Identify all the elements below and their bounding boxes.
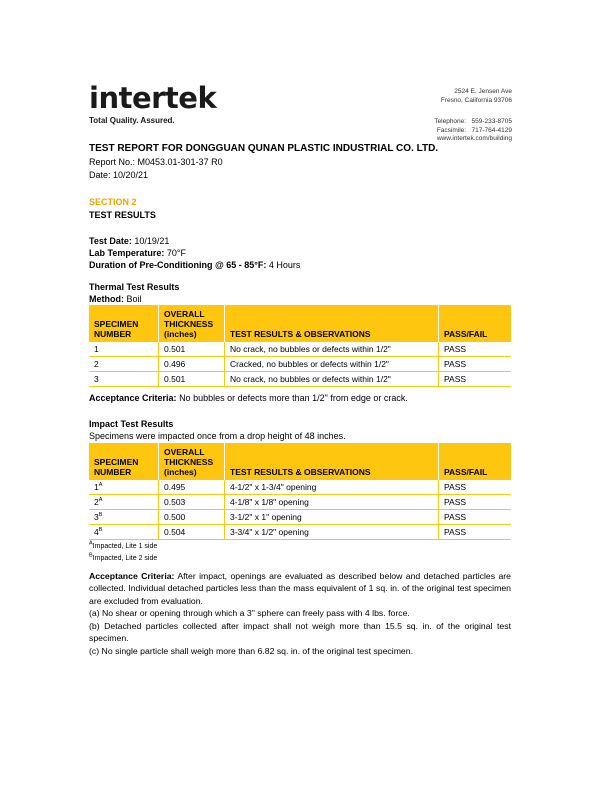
col-pass-fail: PASS/FAIL bbox=[439, 443, 512, 480]
test-date-label: Test Date: bbox=[89, 236, 132, 246]
facsimile-row bbox=[434, 127, 512, 136]
intertek-logo bbox=[89, 81, 217, 125]
lab-temp-value: 70°F bbox=[166, 248, 186, 258]
pass-fail-cell: PASS bbox=[439, 510, 512, 525]
pass-fail-cell: PASS bbox=[439, 495, 512, 510]
thickness-cell: 0.500 bbox=[159, 510, 225, 525]
telephone-row bbox=[434, 118, 512, 127]
table-row bbox=[89, 372, 511, 387]
facsimile-label: Facsimile: bbox=[436, 126, 467, 134]
thickness-cell: 0.501 bbox=[159, 342, 225, 357]
table-row bbox=[89, 510, 511, 525]
result-cell: Cracked, no bubbles or defects within 1/2" bbox=[225, 357, 439, 372]
thermal-heading: Thermal Test Results bbox=[89, 282, 180, 292]
logo-wordmark: intertek bbox=[89, 81, 217, 115]
table-row bbox=[89, 357, 511, 372]
thickness-cell: 0.504 bbox=[159, 525, 225, 540]
col-test-results: TEST RESULTS & OBSERVATIONS bbox=[225, 305, 439, 342]
col-specimen-number: SPECIMEN NUMBER bbox=[89, 305, 159, 342]
acceptance-text: After impact, openings are evaluated as described below and detached particles are collected. Individual detached particles less than the mass equivalent of 1 sq. in. of the original test specimen are excluded from evaluation. bbox=[89, 571, 512, 606]
facsimile-value: 717-764-4129 bbox=[471, 126, 512, 134]
impact-heading: Impact Test Results bbox=[89, 419, 174, 429]
result-cell: 3-1/2" x 1" opening bbox=[225, 510, 439, 525]
telephone-label: Telephone: bbox=[434, 118, 467, 125]
thickness-cell: 0.503 bbox=[159, 495, 225, 510]
logo-tagline: Total Quality. Assured. bbox=[89, 116, 175, 125]
test-date-line bbox=[89, 236, 169, 246]
specimen-number-cell: 1 bbox=[89, 342, 159, 357]
thickness-cell: 0.501 bbox=[159, 372, 225, 387]
result-cell: No crack, no bubbles or defects within 1/2" bbox=[225, 342, 439, 357]
table-header-row bbox=[89, 443, 511, 480]
col-specimen-number: SPECIMEN NUMBER bbox=[89, 443, 159, 480]
lab-temp-line bbox=[89, 248, 186, 258]
specimen-number-cell: $1^A$ bbox=[89, 480, 159, 495]
footnote-a: $^A$Impacted, Lite 1 side bbox=[89, 540, 158, 550]
table-row bbox=[89, 342, 511, 357]
section-label: SECTION 2 bbox=[89, 197, 137, 207]
address-block bbox=[441, 87, 512, 105]
table-row bbox=[89, 495, 511, 510]
specimen-number-cell: $3^B$ bbox=[89, 510, 159, 525]
thermal-acceptance bbox=[89, 393, 408, 403]
criterion-c: (c) No single particle shall weigh more than 6.82 sq. in. of the original test specimen. bbox=[89, 646, 414, 656]
method-line bbox=[89, 294, 142, 304]
website-link[interactable]: www.intertek.com/building bbox=[436, 135, 512, 143]
result-cell: 4-1/8" x 1/8" opening bbox=[225, 495, 439, 510]
thermal-results-table bbox=[89, 305, 511, 387]
telephone-value: 559-233-8705 bbox=[471, 118, 512, 125]
result-cell: No crack, no bubbles or defects within 1/2" bbox=[225, 372, 439, 387]
pass-fail-cell: PASS bbox=[439, 372, 512, 387]
pass-fail-cell: PASS bbox=[439, 525, 512, 540]
col-overall-thickness: OVERALL THICKNESS (inches) bbox=[159, 305, 225, 342]
impact-acceptance bbox=[89, 570, 511, 607]
impact-subheading: Specimens were impacted once from a drop height of 48 inches. bbox=[89, 431, 346, 441]
specimen-number-cell: 2 bbox=[89, 357, 159, 372]
method-value: Boil bbox=[126, 294, 142, 304]
precond-line bbox=[89, 260, 300, 270]
specimen-number-cell: 3 bbox=[89, 372, 159, 387]
report-number: Report No.: M0453.01-301-37 R0 bbox=[89, 157, 223, 167]
acceptance-label: Acceptance Criteria: bbox=[89, 571, 175, 581]
footnote-b: $^B$Impacted, Lite 2 side bbox=[89, 552, 158, 562]
section-title: TEST RESULTS bbox=[89, 210, 156, 220]
thickness-cell: 0.496 bbox=[159, 357, 225, 372]
col-overall-thickness: OVERALL THICKNESS (inches) bbox=[159, 443, 225, 480]
test-date-value: 10/19/21 bbox=[134, 236, 170, 246]
table-header-row bbox=[89, 305, 511, 342]
thickness-cell: 0.495 bbox=[159, 480, 225, 495]
acceptance-label: Acceptance Criteria: bbox=[89, 393, 177, 403]
acceptance-text: No bubbles or defects more than 1/2" from edge or crack. bbox=[179, 393, 408, 403]
precond-label: Duration of Pre-Conditioning @ 65 - 85°F: bbox=[89, 260, 267, 270]
precond-value: 4 Hours bbox=[268, 260, 301, 270]
lab-temp-label: Lab Temperature: bbox=[89, 248, 165, 258]
table-row bbox=[89, 525, 511, 540]
specimen-number-cell: $4^B$ bbox=[89, 525, 159, 540]
pass-fail-cell: PASS bbox=[439, 342, 512, 357]
result-cell: 4-1/2" x 1-3/4" opening bbox=[225, 480, 439, 495]
specimen-number-cell: $2^A$ bbox=[89, 495, 159, 510]
col-pass-fail: PASS/FAIL bbox=[439, 305, 512, 342]
contact-block bbox=[434, 118, 512, 144]
report-title: TEST REPORT FOR DONGGUAN QUNAN PLASTIC INDUSTRIAL CO. LTD. bbox=[89, 143, 439, 154]
method-label: Method: bbox=[89, 294, 124, 304]
table-row bbox=[89, 480, 511, 495]
pass-fail-cell: PASS bbox=[439, 480, 512, 495]
address-line-2: Fresno, California 93706 bbox=[440, 97, 512, 104]
report-date: Date: 10/20/21 bbox=[89, 170, 149, 180]
criterion-a: (a) No shear or opening through which a 3" sphere can freely pass with 4 lbs. force. bbox=[89, 608, 410, 618]
col-test-results: TEST RESULTS & OBSERVATIONS bbox=[225, 443, 439, 480]
criterion-b: (b) Detached particles collected after impact shall not weigh more than 15.5 sq. in. of the original test specimen. bbox=[89, 621, 511, 644]
impact-results-table bbox=[89, 443, 511, 540]
result-cell: 3-3/4" x 1/2" opening bbox=[225, 525, 439, 540]
pass-fail-cell: PASS bbox=[439, 357, 512, 372]
address-line-1: 2524 E. Jensen Ave bbox=[454, 88, 512, 95]
